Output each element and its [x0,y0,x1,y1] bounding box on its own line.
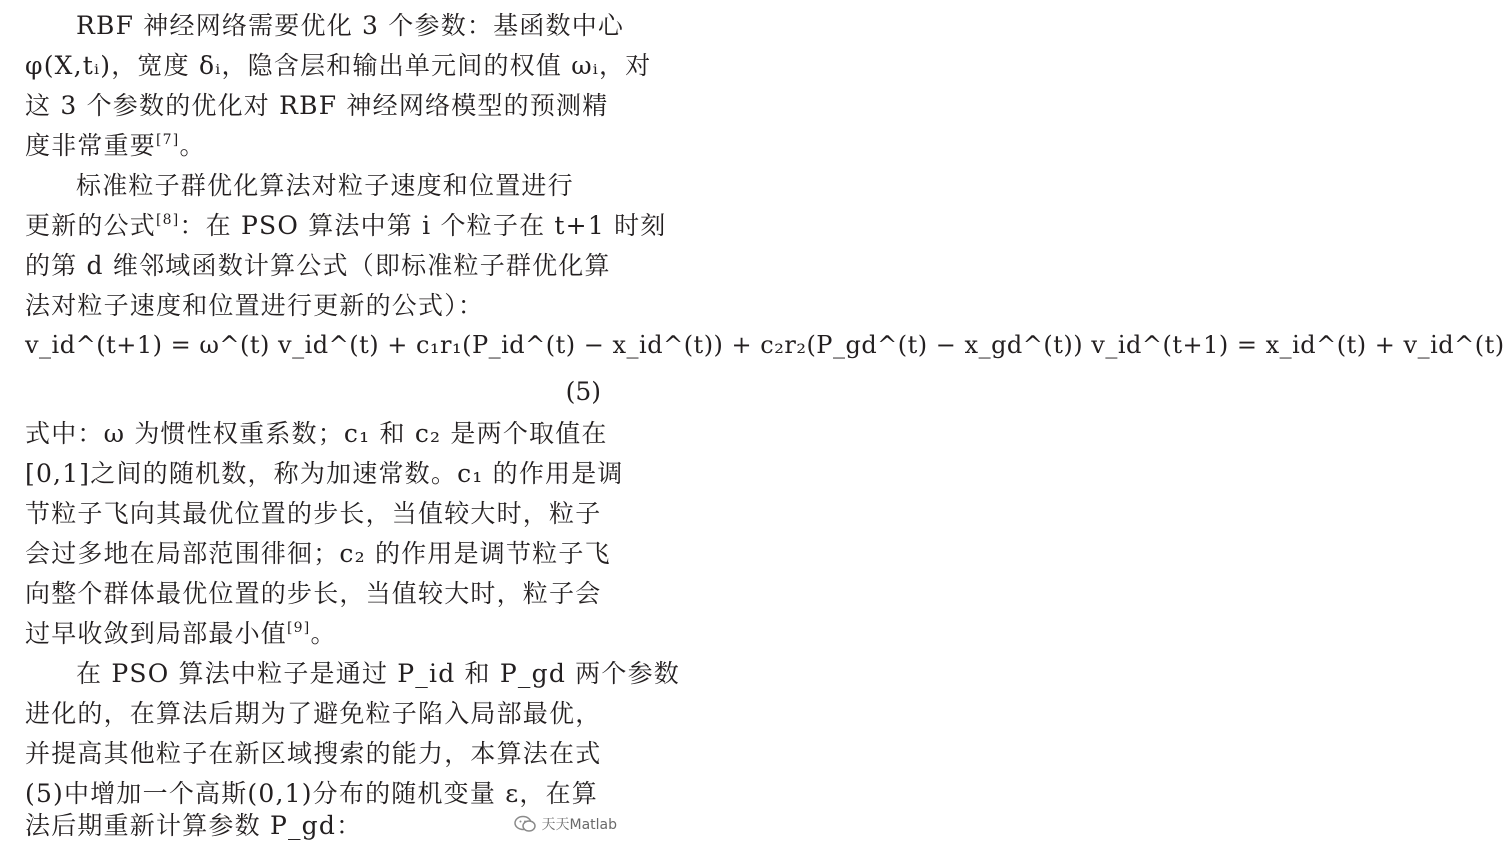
p3-line4: 会过多地在局部范围徘徊；c₂ 的作用是调节粒子飞 [25,539,611,568]
p3-line6-b: 。 [310,619,337,648]
equation-5: v_id^(t+1) = ω^(t) v_id^(t) + c₁r₁(P_id^(t) − x_id^(t)) + c₂r₂(P_gd^(t) − x_gd^(t)) v_id^(t+1) = x_id^(t) + v_id^(t) [25,331,1505,359]
p1-line2: φ(X,tᵢ)，宽度 δᵢ，隐含层和输出单元间的权值 ωᵢ，对 [25,51,652,80]
p3-line5: 向整个群体最优位置的步长，当值较大时，粒子会 [25,579,602,608]
p2-line1: 标准粒子群优化算法对粒子速度和位置进行 [76,171,574,200]
watermark-label: 天天Matlab [541,817,617,833]
p1-line4-end: 。 [179,131,206,160]
p4-line2: 进化的，在算法后期为了避免粒子陷入局部最优， [25,699,602,728]
equation-number: (5) [565,377,601,406]
p2-line2-b: ：在 PSO 算法中第 i 个粒子在 t+1 时刻 [179,211,667,240]
p3-line6-a: 过早收敛到局部最小值 [25,619,288,648]
p2-line2 [25,206,667,246]
p2-line4: 法对粒子速度和位置进行更新的公式）： [25,291,485,320]
p1-line1: RBF 神经网络需要优化 3 个参数：基函数中心 [76,11,625,40]
p1-line3: 这 3 个参数的优化对 RBF 神经网络模型的预测精 [25,91,609,120]
citation-7: [7] [156,132,180,148]
citation-8: [8] [156,212,180,228]
p1-line4 [25,126,605,166]
p4-line1: 在 PSO 算法中粒子是通过 P_id 和 P_gd 两个参数 [76,659,680,688]
p4-line4: (5)中增加一个高斯(0,1)分布的随机变量 ε，在算 [25,779,598,808]
p3-line2: [0,1]之间的随机数，称为加速常数。c₁ 的作用是调 [25,459,624,488]
p4-line5: 法后期重新计算参数 P_gd： [25,811,363,840]
watermark [514,814,617,834]
p3-line6 [25,614,605,654]
p3-line1: 式中：ω 为惯性权重系数；c₁ 和 c₂ 是两个取值在 [25,419,608,448]
wechat-icon [514,815,536,833]
p1-line4-text: 度非常重要 [25,131,157,160]
p4-line3: 并提高其他粒子在新区域搜索的能力，本算法在式 [25,739,602,768]
citation-9: [9] [287,620,311,636]
p2-line2-a: 更新的公式 [25,211,157,240]
p3-line3: 节粒子飞向其最优位置的步长，当值较大时，粒子 [25,499,602,528]
p2-line3: 的第 d 维邻域函数计算公式（即标准粒子群优化算 [25,251,611,280]
